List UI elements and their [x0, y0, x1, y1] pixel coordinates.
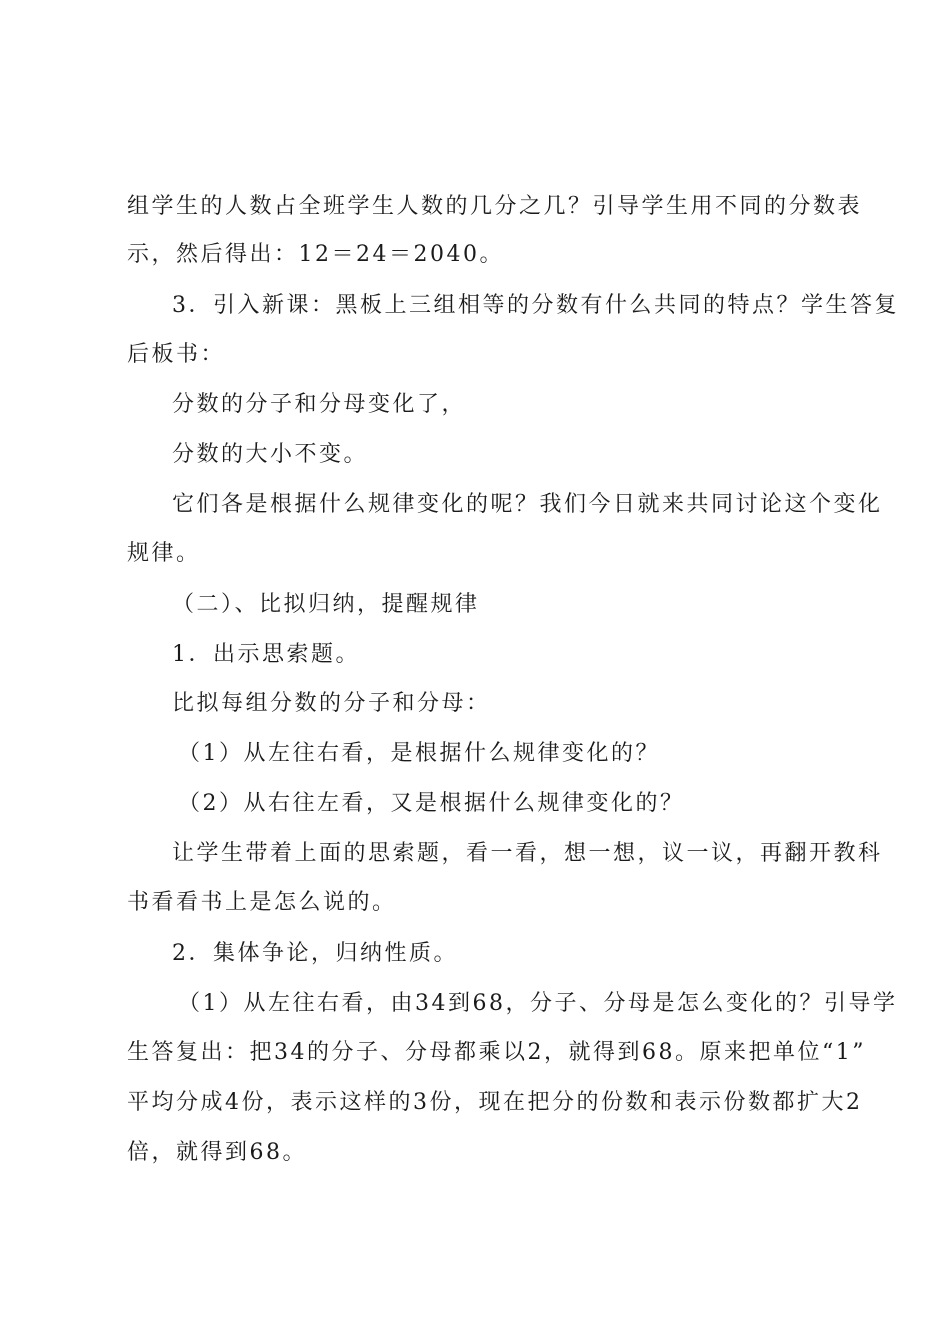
paragraph-line: 规律。 — [127, 541, 201, 566]
paragraph-line: 生答复出：把34的分子、分母都乘以2，就得到68。原来把单位“1” — [127, 1040, 866, 1065]
paragraph-line: 让学生带着上面的思索题，看一看，想一想，议一议，再翻开教科 — [172, 841, 883, 866]
paragraph-line: （1）从左往右看，是根据什么规律变化的？ — [178, 741, 660, 766]
paragraph-line: 书看看书上是怎么说的。 — [127, 890, 397, 915]
paragraph-line: 倍，就得到68。 — [127, 1140, 307, 1165]
paragraph-line: 它们各是根据什么规律变化的呢？我们今日就来共同讨论这个变化 — [172, 492, 883, 517]
paragraph-line: 平均分成4份，表示这样的3份，现在把分的份数和表示份数都扩大2 — [127, 1090, 863, 1115]
paragraph-line: 后板书： — [127, 342, 226, 367]
paragraph-line: （1）从左往右看，由34到68，分子、分母是怎么变化的？引导学 — [178, 991, 898, 1016]
paragraph-line: 组学生的人数占全班学生人数的几分之几？引导学生用不同的分数表 — [127, 194, 863, 219]
paragraph-line: 1．出示思索题。 — [172, 642, 360, 667]
paragraph-line: 2．集体争论，归纳性质。 — [172, 941, 458, 966]
paragraph-line: 3．引入新课：黑板上三组相等的分数有什么共同的特点？学生答复 — [172, 293, 899, 318]
paragraph-line: 分数的分子和分母变化了， — [172, 392, 467, 417]
paragraph-line: （2）从右往左看，又是根据什么规律变化的？ — [178, 791, 685, 816]
section-heading: （二）、比拟归纳，提醒规律 — [172, 592, 480, 617]
paragraph-line: 示，然后得出：12＝24＝2040。 — [127, 242, 504, 267]
paragraph-line: 分数的大小不变。 — [172, 442, 369, 467]
paragraph-line: 比拟每组分数的分子和分母： — [172, 691, 491, 716]
